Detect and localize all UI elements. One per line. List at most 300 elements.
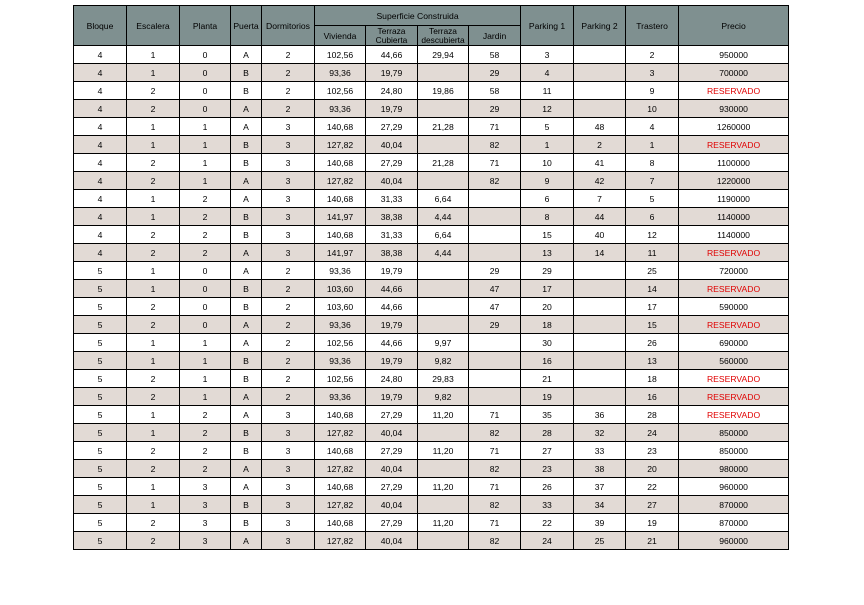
cell-parking2: 14 <box>574 244 626 262</box>
cell-precio: 720000 <box>679 262 789 280</box>
cell-planta: 0 <box>180 100 231 118</box>
cell-parking1: 10 <box>521 154 574 172</box>
cell-terraza-cubierta: 44,66 <box>366 334 418 352</box>
cell-trastero: 12 <box>626 226 679 244</box>
col-header-dormitorios: Dormitorios <box>262 6 315 46</box>
cell-jardin <box>469 352 521 370</box>
cell-parking2: 39 <box>574 514 626 532</box>
cell-vivienda: 93,36 <box>315 352 366 370</box>
cell-puerta: A <box>231 118 262 136</box>
cell-escalera: 1 <box>127 352 180 370</box>
cell-parking2: 48 <box>574 118 626 136</box>
cell-precio: 1140000 <box>679 208 789 226</box>
table-row <box>74 478 789 496</box>
cell-jardin: 29 <box>469 64 521 82</box>
cell-planta: 0 <box>180 298 231 316</box>
cell-trastero: 14 <box>626 280 679 298</box>
cell-terraza-descubierta: 9,82 <box>418 388 469 406</box>
table-row <box>74 514 789 532</box>
cell-escalera: 2 <box>127 316 180 334</box>
cell-precio: 1140000 <box>679 226 789 244</box>
cell-puerta: B <box>231 226 262 244</box>
cell-parking1: 28 <box>521 424 574 442</box>
cell-terraza-cubierta: 31,33 <box>366 226 418 244</box>
cell-terraza-descubierta: 11,20 <box>418 442 469 460</box>
cell-parking1: 27 <box>521 442 574 460</box>
col-header-bloque: Bloque <box>74 6 127 46</box>
col-header-parking2: Parking 2 <box>574 6 626 46</box>
cell-dormitorios: 2 <box>262 82 315 100</box>
table-row <box>74 352 789 370</box>
cell-planta: 0 <box>180 46 231 64</box>
cell-terraza-descubierta: 9,82 <box>418 352 469 370</box>
cell-planta: 2 <box>180 460 231 478</box>
cell-trastero: 16 <box>626 388 679 406</box>
col-header-vivienda: Vivienda <box>315 26 366 46</box>
cell-jardin: 82 <box>469 532 521 550</box>
cell-planta: 0 <box>180 64 231 82</box>
cell-planta: 3 <box>180 532 231 550</box>
cell-dormitorios: 3 <box>262 226 315 244</box>
table-row <box>74 82 789 100</box>
cell-trastero: 18 <box>626 370 679 388</box>
cell-puerta: B <box>231 442 262 460</box>
cell-parking2: 33 <box>574 442 626 460</box>
cell-vivienda: 93,36 <box>315 64 366 82</box>
cell-planta: 1 <box>180 172 231 190</box>
cell-bloque: 4 <box>74 118 127 136</box>
cell-jardin: 58 <box>469 46 521 64</box>
cell-escalera: 1 <box>127 406 180 424</box>
cell-terraza-descubierta <box>418 316 469 334</box>
cell-trastero: 25 <box>626 262 679 280</box>
cell-dormitorios: 3 <box>262 154 315 172</box>
cell-bloque: 5 <box>74 532 127 550</box>
cell-terraza-descubierta <box>418 262 469 280</box>
cell-parking2: 7 <box>574 190 626 208</box>
cell-trastero: 28 <box>626 406 679 424</box>
cell-jardin: 82 <box>469 460 521 478</box>
cell-puerta: A <box>231 100 262 118</box>
cell-terraza-descubierta <box>418 172 469 190</box>
cell-bloque: 5 <box>74 262 127 280</box>
cell-escalera: 1 <box>127 136 180 154</box>
cell-planta: 1 <box>180 118 231 136</box>
cell-jardin <box>469 226 521 244</box>
cell-terraza-cubierta: 44,66 <box>366 280 418 298</box>
cell-jardin: 47 <box>469 298 521 316</box>
col-header-planta: Planta <box>180 6 231 46</box>
cell-parking2: 37 <box>574 478 626 496</box>
cell-vivienda: 127,82 <box>315 496 366 514</box>
cell-parking1: 4 <box>521 64 574 82</box>
cell-parking2: 42 <box>574 172 626 190</box>
cell-planta: 2 <box>180 406 231 424</box>
cell-parking2 <box>574 262 626 280</box>
cell-trastero: 4 <box>626 118 679 136</box>
cell-escalera: 2 <box>127 100 180 118</box>
cell-trastero: 26 <box>626 334 679 352</box>
cell-planta: 1 <box>180 154 231 172</box>
cell-parking1: 17 <box>521 280 574 298</box>
cell-parking2 <box>574 82 626 100</box>
cell-puerta: B <box>231 496 262 514</box>
cell-trastero: 7 <box>626 172 679 190</box>
cell-puerta: B <box>231 370 262 388</box>
cell-escalera: 1 <box>127 208 180 226</box>
cell-vivienda: 140,68 <box>315 118 366 136</box>
cell-terraza-cubierta: 27,29 <box>366 478 418 496</box>
cell-planta: 2 <box>180 226 231 244</box>
cell-dormitorios: 3 <box>262 496 315 514</box>
table-row <box>74 262 789 280</box>
cell-bloque: 4 <box>74 46 127 64</box>
cell-vivienda: 127,82 <box>315 532 366 550</box>
cell-puerta: B <box>231 82 262 100</box>
cell-terraza-cubierta: 27,29 <box>366 514 418 532</box>
cell-precio: 1100000 <box>679 154 789 172</box>
cell-vivienda: 141,97 <box>315 244 366 262</box>
cell-escalera: 2 <box>127 154 180 172</box>
cell-terraza-cubierta: 40,04 <box>366 136 418 154</box>
cell-jardin: 29 <box>469 100 521 118</box>
cell-puerta: A <box>231 532 262 550</box>
cell-bloque: 5 <box>74 514 127 532</box>
cell-bloque: 4 <box>74 100 127 118</box>
table-row <box>74 460 789 478</box>
cell-terraza-descubierta: 21,28 <box>418 118 469 136</box>
units-price-table <box>73 5 789 550</box>
cell-parking1: 21 <box>521 370 574 388</box>
cell-parking2: 38 <box>574 460 626 478</box>
cell-precio: RESERVADO <box>679 136 789 154</box>
table-row <box>74 280 789 298</box>
cell-puerta: B <box>231 424 262 442</box>
cell-parking1: 13 <box>521 244 574 262</box>
cell-jardin: 82 <box>469 136 521 154</box>
table-row <box>74 388 789 406</box>
cell-dormitorios: 3 <box>262 118 315 136</box>
cell-vivienda: 127,82 <box>315 424 366 442</box>
cell-precio: 1190000 <box>679 190 789 208</box>
cell-jardin <box>469 244 521 262</box>
cell-vivienda: 93,36 <box>315 388 366 406</box>
table-row <box>74 244 789 262</box>
cell-planta: 2 <box>180 442 231 460</box>
cell-trastero: 11 <box>626 244 679 262</box>
cell-parking2 <box>574 298 626 316</box>
cell-puerta: A <box>231 244 262 262</box>
cell-terraza-descubierta: 6,64 <box>418 226 469 244</box>
cell-parking2: 41 <box>574 154 626 172</box>
cell-puerta: A <box>231 460 262 478</box>
cell-planta: 3 <box>180 478 231 496</box>
cell-terraza-cubierta: 40,04 <box>366 460 418 478</box>
cell-precio: 980000 <box>679 460 789 478</box>
table-row <box>74 136 789 154</box>
cell-parking1: 9 <box>521 172 574 190</box>
cell-puerta: A <box>231 334 262 352</box>
cell-dormitorios: 2 <box>262 352 315 370</box>
cell-dormitorios: 2 <box>262 388 315 406</box>
cell-escalera: 2 <box>127 244 180 262</box>
cell-trastero: 22 <box>626 478 679 496</box>
cell-terraza-cubierta: 40,04 <box>366 532 418 550</box>
cell-terraza-cubierta: 40,04 <box>366 424 418 442</box>
cell-jardin: 71 <box>469 514 521 532</box>
cell-escalera: 1 <box>127 280 180 298</box>
cell-jardin <box>469 370 521 388</box>
cell-parking2: 34 <box>574 496 626 514</box>
cell-planta: 1 <box>180 388 231 406</box>
cell-escalera: 2 <box>127 172 180 190</box>
cell-parking1: 35 <box>521 406 574 424</box>
cell-dormitorios: 3 <box>262 514 315 532</box>
table-row <box>74 64 789 82</box>
cell-trastero: 10 <box>626 100 679 118</box>
cell-vivienda: 93,36 <box>315 100 366 118</box>
cell-bloque: 4 <box>74 154 127 172</box>
cell-puerta: A <box>231 262 262 280</box>
cell-parking2: 25 <box>574 532 626 550</box>
cell-terraza-descubierta: 4,44 <box>418 208 469 226</box>
cell-precio: 960000 <box>679 478 789 496</box>
cell-trastero: 20 <box>626 460 679 478</box>
cell-terraza-cubierta: 27,29 <box>366 442 418 460</box>
cell-precio: RESERVADO <box>679 280 789 298</box>
cell-precio: RESERVADO <box>679 370 789 388</box>
cell-parking1: 29 <box>521 262 574 280</box>
table-row <box>74 190 789 208</box>
cell-terraza-descubierta <box>418 100 469 118</box>
cell-dormitorios: 2 <box>262 46 315 64</box>
cell-puerta: A <box>231 478 262 496</box>
cell-bloque: 4 <box>74 82 127 100</box>
cell-terraza-cubierta: 19,79 <box>366 100 418 118</box>
cell-parking2 <box>574 100 626 118</box>
cell-vivienda: 140,68 <box>315 406 366 424</box>
cell-dormitorios: 3 <box>262 208 315 226</box>
cell-precio: RESERVADO <box>679 244 789 262</box>
cell-trastero: 13 <box>626 352 679 370</box>
cell-parking2 <box>574 370 626 388</box>
cell-bloque: 5 <box>74 334 127 352</box>
cell-bloque: 4 <box>74 172 127 190</box>
cell-vivienda: 127,82 <box>315 460 366 478</box>
cell-planta: 0 <box>180 280 231 298</box>
cell-parking1: 18 <box>521 316 574 334</box>
cell-precio: 870000 <box>679 514 789 532</box>
cell-puerta: A <box>231 46 262 64</box>
cell-terraza-descubierta: 11,20 <box>418 514 469 532</box>
table-row <box>74 496 789 514</box>
cell-precio: 560000 <box>679 352 789 370</box>
cell-terraza-descubierta <box>418 280 469 298</box>
cell-escalera: 1 <box>127 262 180 280</box>
cell-bloque: 5 <box>74 352 127 370</box>
cell-dormitorios: 3 <box>262 244 315 262</box>
cell-dormitorios: 2 <box>262 262 315 280</box>
cell-jardin: 82 <box>469 496 521 514</box>
cell-planta: 0 <box>180 262 231 280</box>
cell-parking1: 30 <box>521 334 574 352</box>
cell-puerta: A <box>231 172 262 190</box>
cell-terraza-descubierta <box>418 298 469 316</box>
cell-jardin <box>469 388 521 406</box>
cell-terraza-cubierta: 19,79 <box>366 388 418 406</box>
cell-terraza-cubierta: 27,29 <box>366 118 418 136</box>
cell-escalera: 2 <box>127 298 180 316</box>
cell-bloque: 5 <box>74 496 127 514</box>
cell-parking2 <box>574 280 626 298</box>
cell-bloque: 4 <box>74 190 127 208</box>
cell-puerta: B <box>231 280 262 298</box>
table-row <box>74 100 789 118</box>
cell-escalera: 1 <box>127 190 180 208</box>
cell-vivienda: 93,36 <box>315 262 366 280</box>
cell-puerta: A <box>231 406 262 424</box>
table-row <box>74 370 789 388</box>
cell-parking2: 32 <box>574 424 626 442</box>
cell-parking1: 26 <box>521 478 574 496</box>
cell-jardin: 58 <box>469 82 521 100</box>
cell-parking1: 12 <box>521 100 574 118</box>
cell-trastero: 3 <box>626 64 679 82</box>
cell-vivienda: 102,56 <box>315 46 366 64</box>
cell-jardin <box>469 208 521 226</box>
cell-vivienda: 140,68 <box>315 514 366 532</box>
cell-trastero: 24 <box>626 424 679 442</box>
cell-terraza-cubierta: 31,33 <box>366 190 418 208</box>
cell-terraza-descubierta <box>418 460 469 478</box>
cell-puerta: A <box>231 190 262 208</box>
cell-parking1: 22 <box>521 514 574 532</box>
col-header-terraza-descubierta: Terraza descubierta <box>418 26 469 46</box>
cell-terraza-cubierta: 19,79 <box>366 352 418 370</box>
cell-precio: 590000 <box>679 298 789 316</box>
cell-dormitorios: 2 <box>262 370 315 388</box>
cell-precio: 690000 <box>679 334 789 352</box>
cell-parking2 <box>574 334 626 352</box>
col-header-precio: Precio <box>679 6 789 46</box>
cell-puerta: B <box>231 298 262 316</box>
cell-dormitorios: 2 <box>262 334 315 352</box>
cell-puerta: B <box>231 64 262 82</box>
cell-trastero: 21 <box>626 532 679 550</box>
cell-trastero: 5 <box>626 190 679 208</box>
cell-vivienda: 141,97 <box>315 208 366 226</box>
cell-dormitorios: 3 <box>262 442 315 460</box>
cell-terraza-descubierta <box>418 64 469 82</box>
cell-terraza-descubierta <box>418 532 469 550</box>
cell-precio: 850000 <box>679 424 789 442</box>
col-header-puerta: Puerta <box>231 6 262 46</box>
cell-bloque: 5 <box>74 316 127 334</box>
cell-jardin <box>469 190 521 208</box>
col-header-jardin: Jardin <box>469 26 521 46</box>
cell-parking2: 36 <box>574 406 626 424</box>
cell-vivienda: 140,68 <box>315 442 366 460</box>
table-row <box>74 208 789 226</box>
cell-bloque: 5 <box>74 370 127 388</box>
cell-dormitorios: 3 <box>262 172 315 190</box>
cell-trastero: 17 <box>626 298 679 316</box>
cell-parking1: 16 <box>521 352 574 370</box>
cell-vivienda: 140,68 <box>315 190 366 208</box>
cell-terraza-descubierta: 11,20 <box>418 478 469 496</box>
cell-dormitorios: 3 <box>262 460 315 478</box>
cell-jardin: 29 <box>469 316 521 334</box>
cell-terraza-descubierta: 19,86 <box>418 82 469 100</box>
cell-escalera: 2 <box>127 532 180 550</box>
cell-parking2 <box>574 64 626 82</box>
cell-puerta: A <box>231 316 262 334</box>
table-row <box>74 46 789 64</box>
cell-bloque: 5 <box>74 478 127 496</box>
cell-planta: 3 <box>180 496 231 514</box>
cell-parking2 <box>574 388 626 406</box>
cell-bloque: 5 <box>74 460 127 478</box>
cell-jardin: 71 <box>469 406 521 424</box>
cell-puerta: A <box>231 388 262 406</box>
cell-parking1: 8 <box>521 208 574 226</box>
cell-terraza-cubierta: 38,38 <box>366 244 418 262</box>
cell-bloque: 5 <box>74 424 127 442</box>
table-row <box>74 334 789 352</box>
cell-parking1: 33 <box>521 496 574 514</box>
cell-escalera: 2 <box>127 370 180 388</box>
col-header-terraza-cubierta: Terraza Cubierta <box>366 26 418 46</box>
cell-parking1: 20 <box>521 298 574 316</box>
table-row <box>74 532 789 550</box>
cell-vivienda: 93,36 <box>315 316 366 334</box>
cell-jardin: 29 <box>469 262 521 280</box>
cell-escalera: 2 <box>127 226 180 244</box>
cell-parking1: 6 <box>521 190 574 208</box>
cell-jardin: 71 <box>469 478 521 496</box>
cell-trastero: 8 <box>626 154 679 172</box>
cell-planta: 2 <box>180 190 231 208</box>
cell-trastero: 9 <box>626 82 679 100</box>
cell-trastero: 2 <box>626 46 679 64</box>
cell-escalera: 1 <box>127 478 180 496</box>
cell-dormitorios: 3 <box>262 136 315 154</box>
cell-terraza-cubierta: 19,79 <box>366 64 418 82</box>
cell-bloque: 4 <box>74 136 127 154</box>
cell-puerta: B <box>231 136 262 154</box>
cell-jardin: 47 <box>469 280 521 298</box>
cell-escalera: 2 <box>127 442 180 460</box>
table-row <box>74 406 789 424</box>
cell-puerta: B <box>231 154 262 172</box>
cell-precio: 700000 <box>679 64 789 82</box>
cell-trastero: 23 <box>626 442 679 460</box>
cell-vivienda: 102,56 <box>315 370 366 388</box>
cell-bloque: 4 <box>74 64 127 82</box>
cell-parking1: 19 <box>521 388 574 406</box>
cell-terraza-cubierta: 24,80 <box>366 370 418 388</box>
cell-dormitorios: 2 <box>262 100 315 118</box>
cell-trastero: 15 <box>626 316 679 334</box>
table-row <box>74 118 789 136</box>
cell-vivienda: 140,68 <box>315 478 366 496</box>
cell-precio: RESERVADO <box>679 388 789 406</box>
cell-planta: 0 <box>180 82 231 100</box>
cell-vivienda: 102,56 <box>315 334 366 352</box>
cell-terraza-descubierta: 29,94 <box>418 46 469 64</box>
cell-jardin: 71 <box>469 154 521 172</box>
cell-terraza-cubierta: 40,04 <box>366 496 418 514</box>
